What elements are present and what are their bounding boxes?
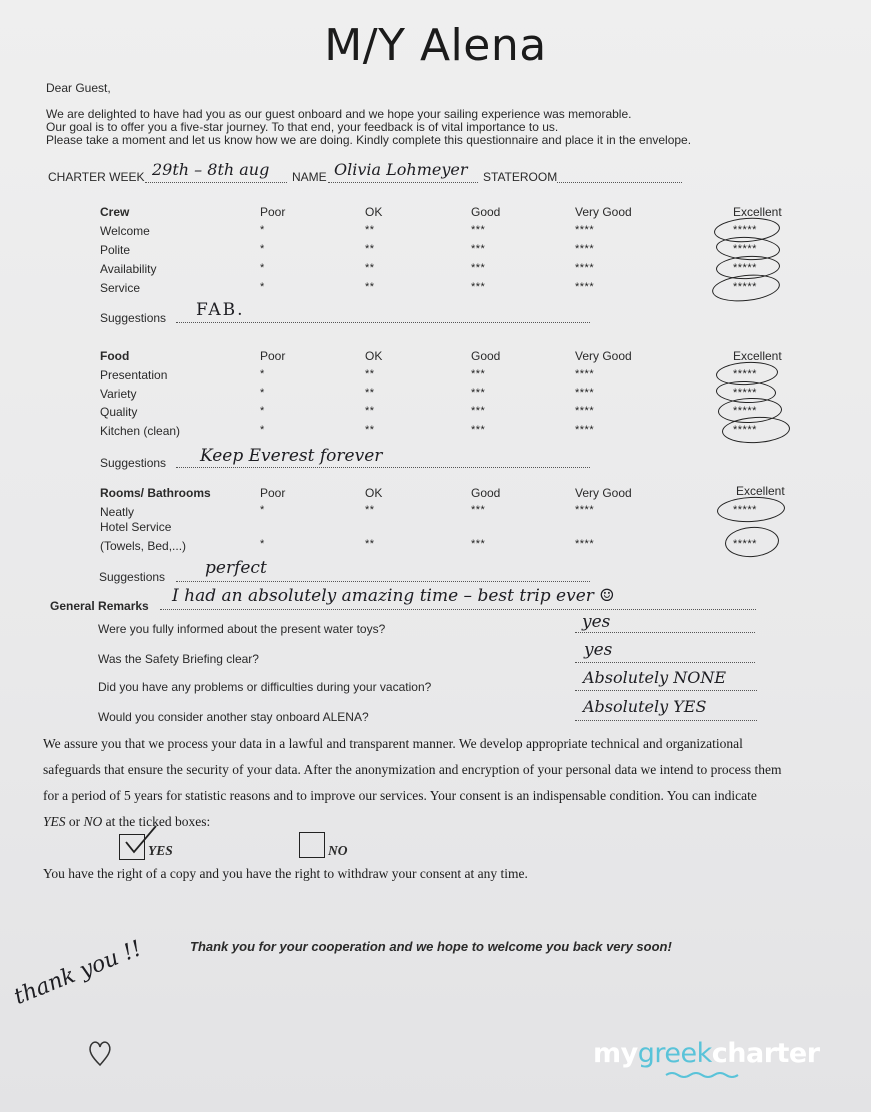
rating-option-very-good[interactable]: **** — [575, 243, 595, 255]
intro-line: We are delighted to have had you as our guest onboard and we hope your sailing experience was memorable. — [46, 107, 632, 121]
rating-option-poor[interactable]: * — [260, 387, 265, 399]
stateroom-line[interactable] — [557, 182, 682, 183]
thanks-message: Thank you for your cooperation and we hope to welcome you back very soon! — [190, 939, 672, 954]
privacy-yes-word: YES — [43, 814, 66, 829]
page-title: M/Y Alena — [324, 20, 547, 71]
column-header-ok: OK — [365, 349, 383, 363]
column-header-very-good: Very Good — [575, 349, 632, 363]
intro-line: Please take a moment and let us know how we are doing. Kindly complete this questionnaire and place it in the envelope. — [46, 133, 692, 147]
section-title-rooms: Rooms/ Bathrooms — [100, 486, 211, 500]
privacy-line-tail: at the ticked boxes: — [105, 814, 211, 829]
charter-week-label: CHARTER WEEK — [48, 170, 145, 184]
rating-option-good[interactable]: *** — [471, 504, 486, 516]
rating-option-very-good[interactable]: **** — [575, 262, 595, 274]
heart-doodle-icon — [86, 1037, 114, 1069]
suggestions-value[interactable]: FAB. — [196, 300, 245, 320]
column-header-very-good: Very Good — [575, 486, 632, 500]
answer-line — [575, 662, 755, 663]
rating-item-label: Quality — [100, 405, 138, 419]
consent-no-label: NO — [328, 843, 348, 858]
selected-circle — [716, 495, 785, 524]
column-header-ok: OK — [365, 486, 383, 500]
privacy-line: for a period of 5 years for statistic reasons and to improve our services. Your consent is an indispensable condition. You can indicate — [43, 788, 757, 803]
name-value[interactable]: Olivia Lohmeyer — [334, 160, 468, 179]
rating-option-very-good[interactable]: **** — [575, 504, 595, 516]
rating-option-excellent[interactable]: ***** — [733, 243, 757, 255]
answer-value[interactable]: yes — [582, 612, 611, 632]
rating-item-label: (Towels, Bed,...) — [100, 539, 187, 553]
intro-line: Our goal is to offer you a five-star journey. To that end, your feedback is of vital importance to us. — [46, 120, 559, 134]
suggestions-value[interactable]: Keep Everest forever — [200, 446, 383, 466]
rating-option-excellent[interactable]: ***** — [733, 405, 757, 417]
rating-option-very-good[interactable]: **** — [575, 405, 595, 417]
answer-line — [575, 720, 757, 721]
rating-option-excellent[interactable]: ***** — [733, 224, 757, 236]
privacy-line: We assure you that we process your data in a lawful and transparent manner. We develop appropriate technical and organizational — [43, 736, 743, 751]
rating-item-label: Hotel Service — [100, 520, 172, 534]
column-header-good: Good — [471, 486, 501, 500]
rating-option-excellent[interactable]: ***** — [733, 538, 757, 550]
column-header-very-good: Very Good — [575, 205, 632, 219]
rating-item-label: Welcome — [100, 224, 150, 238]
column-header-excellent: Excellent — [733, 349, 782, 363]
general-remarks-line — [160, 609, 756, 610]
answer-line — [575, 690, 757, 691]
column-header-good: Good — [471, 349, 501, 363]
suggestions-line — [176, 467, 590, 468]
name-line — [328, 182, 478, 183]
rating-option-good[interactable]: *** — [471, 424, 486, 436]
rating-option-very-good[interactable]: **** — [575, 224, 595, 236]
column-header-good: Good — [471, 205, 501, 219]
rating-option-poor[interactable]: * — [260, 368, 265, 380]
rating-option-excellent[interactable]: ***** — [733, 262, 757, 274]
brand-logo: mygreekcharter — [593, 1038, 820, 1069]
rating-item-label: Polite — [100, 243, 131, 257]
general-remarks-value[interactable]: I had an absolutely amazing time – best trip ever ☺ — [172, 586, 615, 606]
rating-option-good[interactable]: *** — [471, 281, 486, 293]
charter-week-value[interactable]: 29th – 8th aug — [152, 160, 270, 179]
charter-week-line — [145, 182, 287, 183]
section-title-food: Food — [100, 349, 130, 363]
answer-line — [575, 632, 755, 633]
stateroom-label: STATEROOM — [483, 170, 558, 184]
rating-option-poor[interactable]: * — [260, 243, 265, 255]
rating-item-label: Presentation — [100, 368, 168, 382]
column-header-poor: Poor — [260, 349, 286, 363]
rating-option-ok[interactable]: ** — [365, 281, 375, 293]
rating-option-good[interactable]: *** — [471, 387, 486, 399]
rating-option-poor[interactable]: * — [260, 538, 265, 550]
rights-text: You have the right of a copy and you have the right to withdraw your consent at any time. — [43, 866, 528, 881]
rating-item-label: Service — [100, 281, 141, 295]
handwritten-thank-you: thank you !! — [10, 936, 146, 1010]
intro-paragraph — [46, 108, 691, 147]
rating-option-excellent[interactable]: ***** — [733, 504, 757, 516]
consent-yes-label: YES — [148, 843, 173, 858]
rating-option-ok[interactable]: ** — [365, 387, 375, 399]
question-label: Would you consider another stay onboard ALENA? — [98, 710, 369, 724]
greeting: Dear Guest, — [46, 81, 111, 95]
rating-option-good[interactable]: *** — [471, 243, 486, 255]
rating-option-ok[interactable]: ** — [365, 538, 375, 550]
rating-option-good[interactable]: *** — [471, 224, 486, 236]
section-title-crew: Crew — [100, 205, 130, 219]
rating-option-poor[interactable]: * — [260, 262, 265, 274]
rating-option-ok[interactable]: ** — [365, 262, 375, 274]
rating-option-good[interactable]: *** — [471, 368, 486, 380]
rating-option-excellent[interactable]: ***** — [733, 424, 757, 436]
general-remarks-label: General Remarks — [50, 599, 149, 613]
rating-option-very-good[interactable]: **** — [575, 538, 595, 550]
rating-option-good[interactable]: *** — [471, 538, 486, 550]
rating-option-ok[interactable]: ** — [365, 224, 375, 236]
rating-option-excellent[interactable]: ***** — [733, 368, 757, 380]
privacy-or-word: or — [68, 814, 81, 829]
suggestions-label: Suggestions — [100, 456, 167, 470]
rating-option-ok[interactable]: ** — [365, 243, 375, 255]
rating-option-excellent[interactable]: ***** — [733, 387, 757, 399]
name-label: NAME — [292, 170, 327, 184]
rating-option-ok[interactable]: ** — [365, 424, 375, 436]
brand-wave-icon — [664, 1070, 744, 1080]
rating-item-label: Availability — [100, 262, 157, 276]
privacy-line: safeguards that ensure the security of your data. After the anonymization and encryption of your personal data we intend to process them — [43, 762, 782, 777]
question-label: Were you fully informed about the present water toys? — [98, 622, 386, 636]
rating-option-excellent[interactable]: ***** — [733, 281, 757, 293]
question-label: Was the Safety Briefing clear? — [98, 652, 259, 666]
column-header-excellent: Excellent — [733, 205, 782, 219]
rating-option-poor[interactable]: * — [260, 281, 265, 293]
privacy-paragraph — [43, 731, 853, 835]
rating-item-label: Variety — [100, 387, 137, 401]
privacy-line — [43, 809, 853, 835]
rating-option-good[interactable]: *** — [471, 405, 486, 417]
rating-option-poor[interactable]: * — [260, 224, 265, 236]
column-header-ok: OK — [365, 205, 383, 219]
question-label: Did you have any problems or difficulties during your vacation? — [98, 680, 432, 694]
rating-item-label: Kitchen (clean) — [100, 424, 181, 438]
rating-option-ok[interactable]: ** — [365, 405, 375, 417]
selected-circle — [724, 525, 780, 559]
column-header-excellent: Excellent — [736, 484, 785, 498]
column-header-poor: Poor — [260, 205, 286, 219]
privacy-no-word: NO — [83, 814, 103, 829]
rating-option-poor[interactable]: * — [260, 424, 265, 436]
rating-option-very-good[interactable]: **** — [575, 387, 595, 399]
rating-option-ok[interactable]: ** — [365, 504, 375, 516]
consent-no-checkbox[interactable] — [299, 832, 325, 858]
answer-value[interactable]: Absolutely YES — [583, 697, 707, 716]
suggestions-line — [176, 581, 590, 582]
rating-option-poor[interactable]: * — [260, 504, 265, 516]
rating-item-label: Neatly — [100, 505, 135, 519]
column-header-poor: Poor — [260, 486, 286, 500]
selected-circle — [711, 272, 781, 305]
rating-option-very-good[interactable]: **** — [575, 368, 595, 380]
answer-value[interactable]: Absolutely NONE — [583, 668, 726, 687]
rating-option-very-good[interactable]: **** — [575, 424, 595, 436]
rating-option-ok[interactable]: ** — [365, 368, 375, 380]
rating-option-good[interactable]: *** — [471, 262, 486, 274]
suggestions-label: Suggestions — [99, 570, 166, 584]
answer-value[interactable]: yes — [584, 640, 613, 660]
rating-option-poor[interactable]: * — [260, 405, 265, 417]
suggestions-line — [176, 322, 590, 323]
suggestions-value[interactable]: perfect — [205, 558, 267, 578]
suggestions-label: Suggestions — [100, 311, 167, 325]
rating-option-very-good[interactable]: **** — [575, 281, 595, 293]
